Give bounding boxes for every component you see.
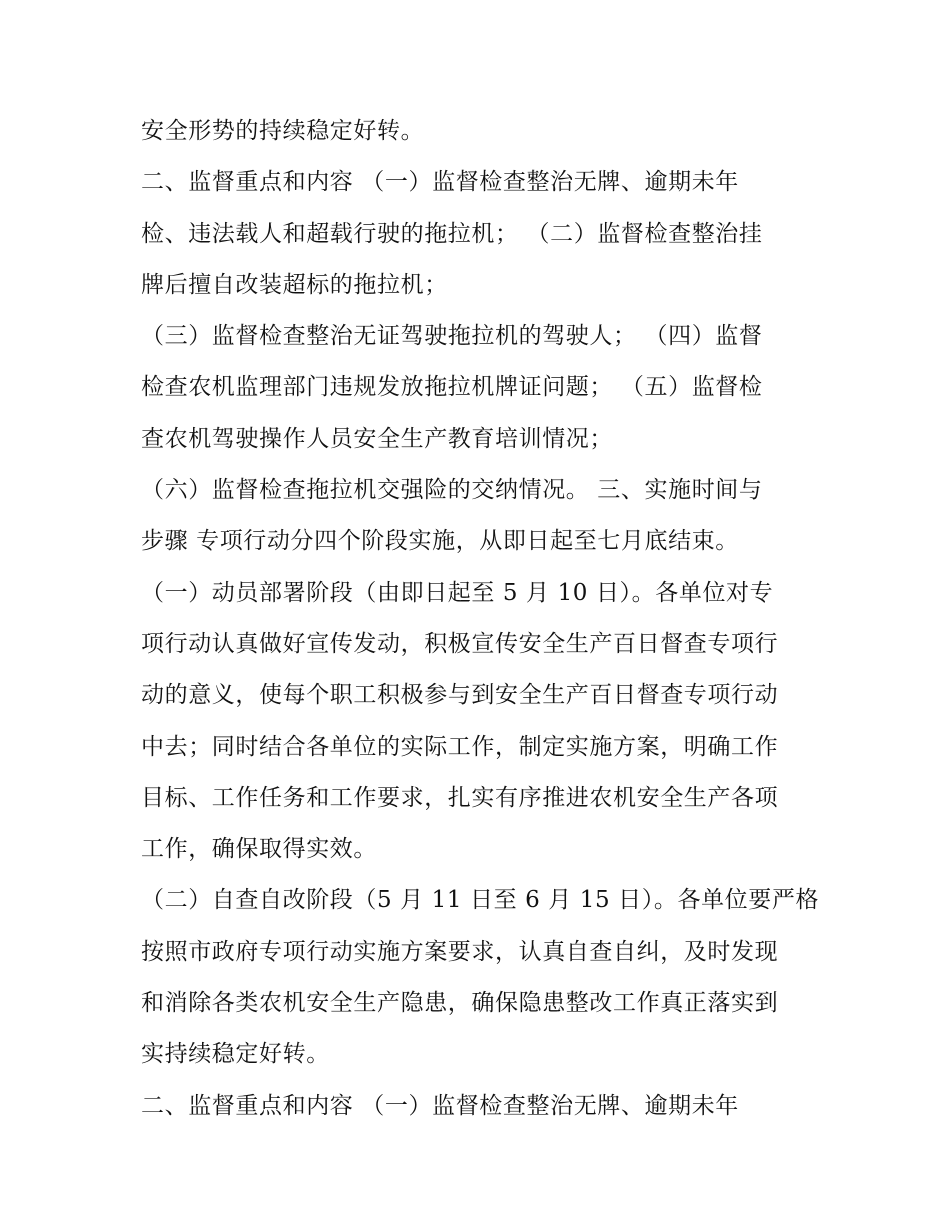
text-line: 实持续稳定好转。 — [141, 1041, 330, 1068]
text-line: 查农机驾驶操作人员安全生产教育培训情况； — [141, 425, 613, 452]
text-line: 二、监督重点和内容 （一）监督检查整治无牌、逾期未年 — [141, 169, 739, 196]
text-line: 项行动认真做好宣传发动，积极宣传安全生产百日督查专项行 — [141, 630, 779, 657]
document-body — [141, 106, 821, 1132]
text-line: 安全形势的持续稳定好转。 — [141, 118, 425, 144]
text-line: 检查农机监理部门违规发放拖拉机牌证问题； （五）监督检 — [141, 374, 763, 401]
text-line: （一）动员部署阶段（由即日起至 5 月 10 日）。各单位对专 — [141, 579, 774, 606]
text-line: 二、监督重点和内容 （一）监督检查整治无牌、逾期未年 — [141, 1092, 739, 1119]
text-line: 检、违法载人和超载行驶的拖拉机； （二）监督检查整治挂 — [141, 220, 763, 247]
text-line: 中去；同时结合各单位的实际工作，制定实施方案，明确工作 — [141, 733, 779, 760]
text-line: （三）监督检查整治无证驾驶拖拉机的驾驶人； （四）监督 — [141, 323, 763, 350]
text-line: （二）自查自改阶段（5 月 11 日至 6 月 15 日）。各单位要严格 — [141, 887, 820, 914]
text-line: 和消除各类农机安全生产隐患，确保隐患整改工作真正落实到 — [141, 990, 779, 1017]
text-line: 步骤 专项行动分四个阶段实施，从即日起至七月底结束。 — [141, 528, 739, 555]
text-line: 牌后擅自改装超标的拖拉机； — [141, 271, 448, 298]
text-line: 按照市政府专项行动实施方案要求，认真自查自纠，及时发现 — [141, 938, 779, 965]
text-line: （六）监督检查拖拉机交强险的交纳情况。 三、实施时间与 — [141, 477, 763, 504]
text-line: 动的意义，使每个职工积极参与到安全生产百日督查专项行动 — [141, 682, 779, 709]
text-line: 工作，确保取得实效。 — [141, 836, 377, 863]
text-line: 目标、工作任务和工作要求，扎实有序推进农机安全生产各项 — [141, 784, 779, 811]
